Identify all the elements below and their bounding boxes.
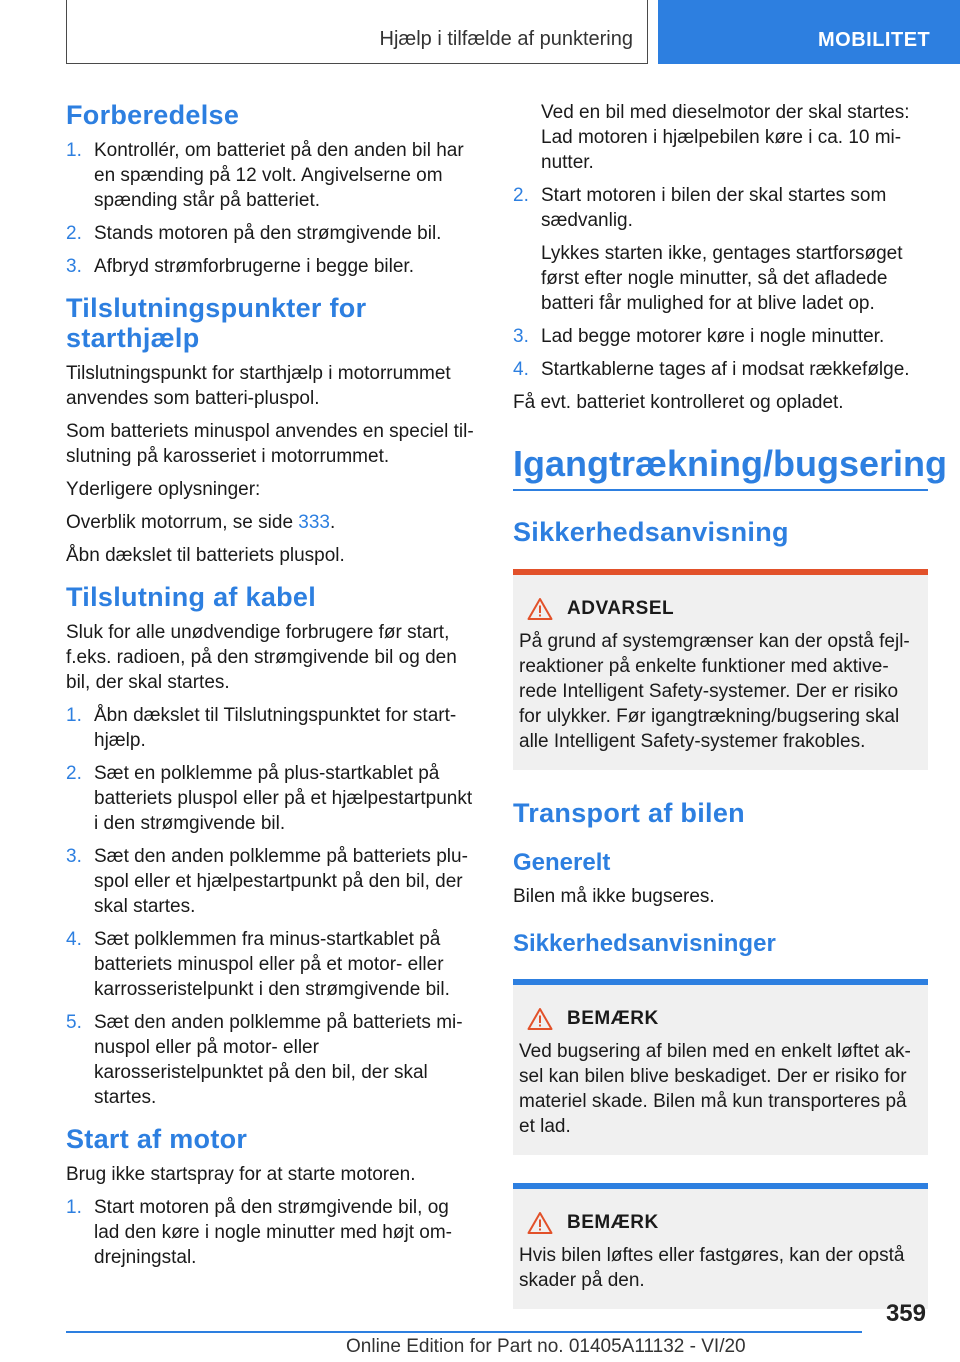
heading-general: Generelt: [513, 849, 611, 876]
note-label: BEMÆRK: [567, 1008, 659, 1029]
heading-safety: Sikkerhedsanvisning: [513, 517, 789, 547]
page-link-333[interactable]: 333: [298, 512, 330, 533]
heading-safety-notes: Sikkerhedsanvisninger: [513, 930, 776, 957]
heading-cable-connection: Tilslutning af kabel: [66, 582, 317, 612]
warning-triangle-icon: [527, 1007, 553, 1031]
heading-preparation: Forberedelse: [66, 100, 240, 130]
list-item: 5. Sæt den anden polklemme på batteriets minuspol eller på motor- eller karosseristelpunktet på den bil, der skal startes.: [66, 1012, 463, 1108]
start-steps-continued: [513, 183, 928, 382]
paragraph: Yderligere oplysninger:: [66, 479, 261, 500]
heading-engine-start: Start af motor: [66, 1124, 248, 1154]
paragraph: Bilen må ikke bugseres.: [513, 886, 715, 907]
page-number: 359: [885, 1300, 926, 1327]
warning-triangle-icon: [527, 1211, 553, 1235]
chapter-tab-label: MOBILITET: [818, 29, 931, 51]
running-header-title: Hjælp i tilfælde af punktering: [379, 28, 633, 50]
start-steps: [66, 1195, 478, 1270]
chapter-tab: [658, 0, 960, 64]
footer-divider: [66, 1331, 862, 1333]
note-text: Ved bugsering af bilen med en enkelt løftet aksel kan bilen blive beskadiget. Der er risiko for materiel skade. Bilen må kun transporteres på et lad.: [519, 1041, 911, 1137]
warning-text: På grund af systemgrænser kan der opstå fejlreaktioner på enkelte funktioner med aktiverede Intelligent Safety-systemer. Der er risiko for ulykker. Før igangtrækning/bugsering skal alle Intelligent Safety-systemer frakobles.: [519, 631, 910, 752]
list-item: 3. Lad begge motorer køre i nogle minutter.: [513, 326, 885, 347]
list-item: 2. Sæt en polklemme på plus-startkablet på batteriets pluspol eller på et hjælpestartpunkt i den strømgivende bil.: [66, 763, 473, 834]
note-text: Hvis bilen løftes eller fastgøres, kan der opstå skader på den.: [519, 1245, 905, 1291]
preparation-steps: [66, 138, 478, 279]
left-column: [66, 100, 478, 1278]
list-item: 4. Startkablerne tages af i modsat rækkefølge.: [513, 359, 910, 380]
right-column: [513, 100, 948, 1309]
paragraph: Ved en bil med dieselmotor der skal startes: Lad motoren i hjælpebilen køre i ca. 10 minutter.: [541, 102, 910, 173]
heading-towing: Igangtrækning/bugsering: [513, 441, 928, 491]
note-box: [513, 979, 928, 1155]
list-item: 1. Åbn dækslet til Tilslutningspunktet for starthjælp.: [66, 705, 457, 751]
paragraph: Tilslutningspunkt for starthjælp i motorrummet anvendes som batteri-pluspol.: [66, 363, 451, 409]
list-item: 2. Stands motoren på den strømgivende bil.: [66, 223, 442, 244]
paragraph: Brug ikke startspray for at starte motoren.: [66, 1164, 416, 1185]
list-item: 2. Start motoren i bilen der skal startes som sædvanlig. Lykkes starten ikke, gentages startforsøget først efter nogle minutter, så det afladede batteri får mulighed for at blive ladet op.: [513, 185, 903, 314]
paragraph: Sluk for alle unødvendige forbrugere før start, f.eks. radioen, på den strømgivende bil og den bil, der skal startes.: [66, 622, 457, 693]
footer-edition: Online Edition for Part no. 01405A11132 - VI/20: [346, 1336, 746, 1357]
cable-steps: [66, 703, 478, 1110]
list-item: 3. Afbryd strømforbrugerne i begge biler.: [66, 256, 414, 277]
heading-transport: Transport af bilen: [513, 798, 745, 828]
list-item: 1. Start motoren på den strømgivende bil, og lad den køre i nogle minutter med højt omdrejningstal.: [66, 1197, 452, 1268]
warning-triangle-icon: [527, 597, 553, 621]
warning-box: [513, 569, 928, 770]
list-item: 3. Sæt den anden polklemme på batteriets pluspol eller et hjælpestartpunkt på den bil, der skal startes.: [66, 846, 468, 917]
paragraph: Overblik motorrum, se side 333.: [66, 512, 336, 533]
paragraph: Få evt. batteriet kontrolleret og opladet.: [513, 392, 844, 413]
paragraph: Åbn dækslet til batteriets pluspol.: [66, 545, 345, 566]
list-item: 4. Sæt polklemmen fra minus-startkablet på batteriets minuspol eller på et motor- eller karrosseristelpunkt i den strømgivende bil.: [66, 929, 450, 1000]
running-header: [66, 0, 648, 64]
list-item: 1. Kontrollér, om batteriet på den anden bil har en spænding på 12 volt. Angivelserne om spænding står på batteriet.: [66, 140, 464, 211]
paragraph: Som batteriets minuspol anvendes en speciel tilslutning på karosseriet i motorrummet.: [66, 421, 474, 467]
warning-label: ADVARSEL: [567, 598, 675, 619]
note-label: BEMÆRK: [567, 1212, 659, 1233]
heading-connection-points: Tilslutningspunkter for starthjælp: [66, 293, 367, 353]
note-box: [513, 1183, 928, 1309]
